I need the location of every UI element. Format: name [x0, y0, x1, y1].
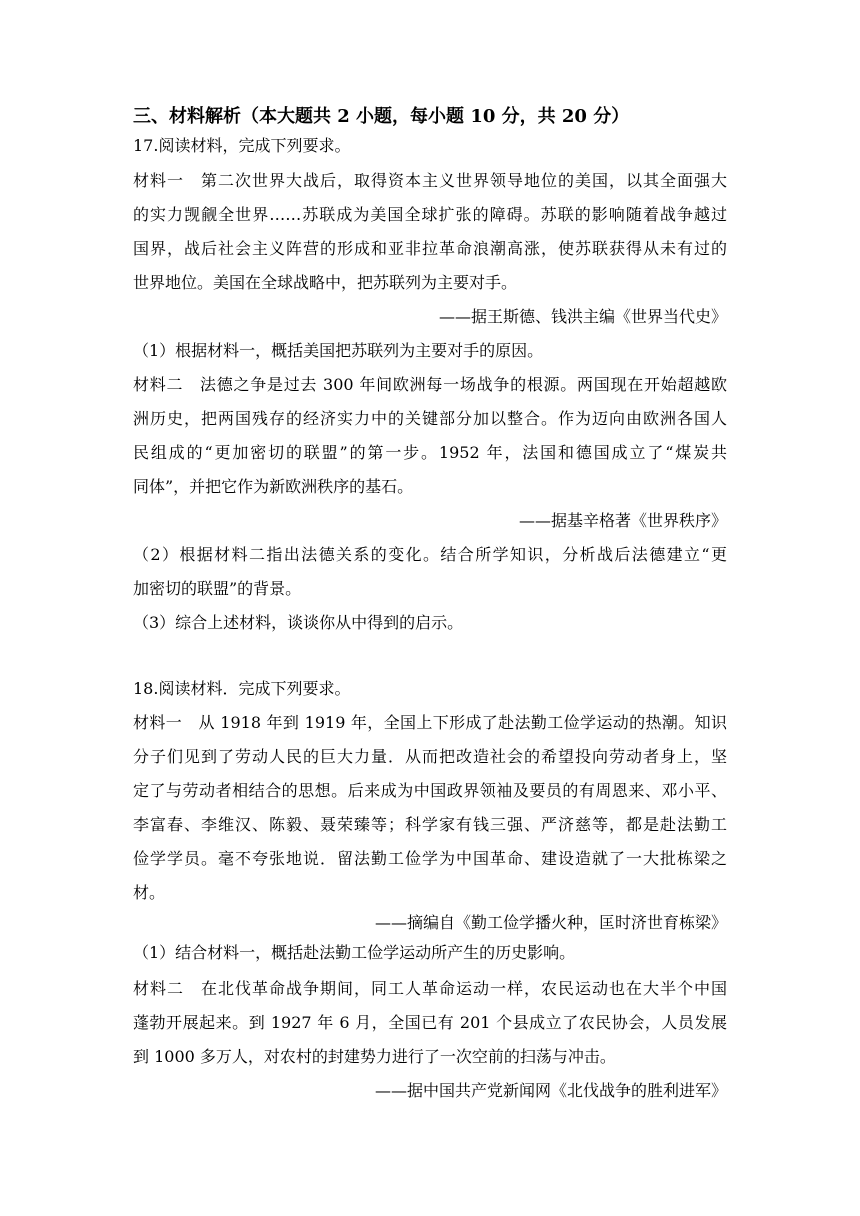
q17-material1-line: 的实力觊觎全世界……苏联成为美国全球扩张的障碍。苏联的影响随着战争越过: [133, 205, 727, 224]
q18-material1-line: 定了与劳动者相结合的思想。后来成为中国政界领袖及要员的有周恩来、邓小平、: [133, 781, 727, 800]
q18-material2-line: 材料二 在北伐革命战争期间，同工人革命运动一样，农民运动也在大半个中国: [133, 979, 727, 998]
q17-material2-line: 洲历史，把两国残存的经济实力中的关键部分加以整合。作为迈向由欧洲各国人: [133, 409, 727, 428]
q17-stem: 17.阅读材料，完成下列要求。: [133, 136, 351, 155]
q18-source1: ——摘编自《勤工俭学播火种，匡时济世育栋梁》: [374, 913, 727, 932]
q18-stem: 18.阅读材料．完成下列要求。: [133, 679, 351, 698]
q17-source1: ——据王斯德、钱洪主编《世界当代史》: [438, 307, 727, 326]
q18-material1-line: 分子们见到了劳动人民的巨大力量．从而把改造社会的希望投向劳动者身上，坚: [133, 747, 727, 766]
q18-source2: ——据中国共产党新闻网《北伐战争的胜利进军》: [374, 1081, 727, 1100]
q17-question3: （3）综合上述材料，谈谈你从中得到的启示。: [133, 613, 464, 632]
q17-material1-line: 国界，战后社会主义阵营的形成和亚非拉革命浪潮高涨，使苏联获得从未有过的: [133, 239, 727, 258]
q17-material1-line: 材料一 第二次世界大战后，取得资本主义世界领导地位的美国，以其全面强大: [133, 171, 727, 190]
q17-material2-line: 材料二 法德之争是过去 300 年间欧洲每一场战争的根源。两国现在开始超越欧: [133, 375, 727, 394]
q18-question1: （1）结合材料一，概括赴法勤工俭学运动所产生的历史影响。: [133, 943, 576, 962]
q17-material2-line: 同体”，并把它作为新欧洲秩序的基石。: [133, 477, 414, 496]
section-heading: 三、材料解析（本大题共 2 小题，每小题 10 分，共 20 分）: [133, 106, 630, 127]
q18-material1-line: 李富春、李维汉、陈毅、聂荣臻等；科学家有钱三强、严济慈等，都是赴法勤工: [133, 815, 727, 834]
q18-material1-line: 材料一 从 1918 年到 1919 年，全国上下形成了赴法勤工俭学运动的热潮。知识: [133, 713, 727, 732]
q17-question2-line: 加密切的联盟”的背景。: [133, 579, 302, 598]
q18-material2-line: 到 1000 多万人，对农村的封建势力进行了一次空前的扫荡与冲击。: [133, 1047, 616, 1066]
q18-material1-line: 俭学学员。毫不夸张地说．留法勤工俭学为中国革命、建设造就了一大批栋梁之: [133, 849, 727, 868]
q18-material1-line: 材。: [133, 883, 166, 902]
q18-material2-line: 蓬勃开展起来。到 1927 年 6 月，全国已有 201 个县成立了农民协会，人员发展: [133, 1013, 727, 1032]
q17-question2-line: （2）根据材料二指出法德关系的变化。结合所学知识，分析战后法德建立“更: [133, 545, 727, 564]
q17-material1-line: 世界地位。美国在全球战略中，把苏联列为主要对手。: [133, 273, 518, 292]
q17-source2: ——据基辛格著《世界秩序》: [518, 511, 727, 530]
q17-material2-line: 民组成的“更加密切的联盟”的第一步。1952 年，法国和德国成立了“煤炭共: [133, 443, 727, 462]
q17-question1: （1）根据材料一，概括美国把苏联列为主要对手的原因。: [133, 341, 544, 360]
